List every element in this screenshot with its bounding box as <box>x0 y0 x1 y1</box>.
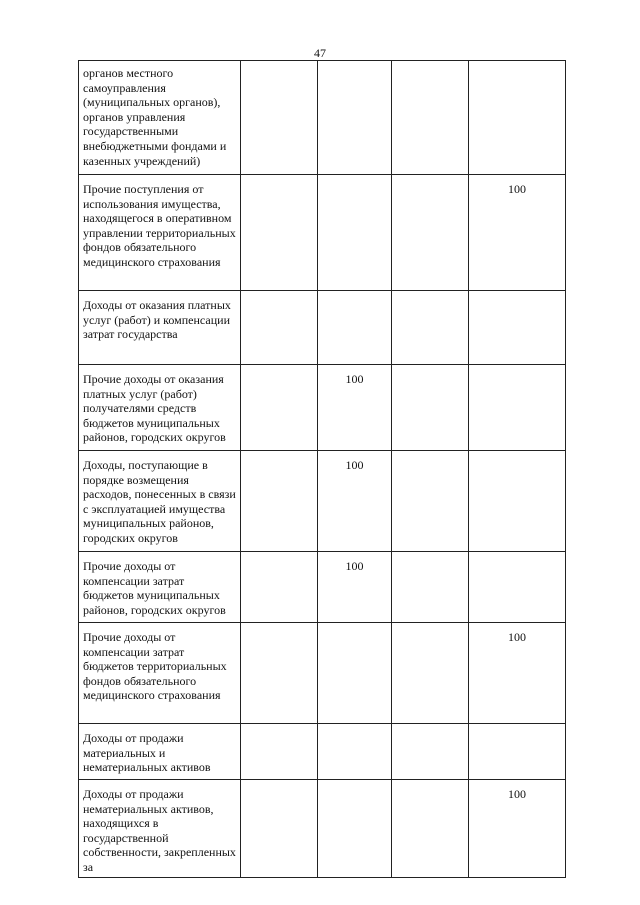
table-row <box>79 451 566 552</box>
revenue-label: Доходы от оказания платных услуг (работ) и компенсации затрат государства <box>79 291 241 365</box>
value-cell: 100 <box>469 780 566 878</box>
value-cell: 100 <box>318 552 392 623</box>
value-cell <box>392 291 469 365</box>
value-cell <box>241 724 318 780</box>
value-cell <box>392 724 469 780</box>
value-cell <box>318 724 392 780</box>
table-row <box>79 552 566 623</box>
table-row <box>79 724 566 780</box>
value-cell: 100 <box>469 175 566 291</box>
value-cell <box>241 780 318 878</box>
value-cell <box>318 175 392 291</box>
table-row <box>79 365 566 451</box>
value-cell <box>469 365 566 451</box>
value-cell <box>241 175 318 291</box>
page-number: 47 <box>314 46 326 60</box>
table-row <box>79 291 566 365</box>
value-cell <box>241 365 318 451</box>
value-cell <box>392 175 469 291</box>
table-row <box>79 780 566 878</box>
value-cell <box>241 623 318 724</box>
value-cell <box>241 552 318 623</box>
table-row <box>79 61 566 175</box>
value-cell <box>392 451 469 552</box>
value-cell <box>241 291 318 365</box>
table-row <box>79 175 566 291</box>
revenue-label: Прочие доходы от компенсации затрат бюджетов территориальных фондов обязательного медицинского страхования <box>79 623 241 724</box>
value-cell: 100 <box>318 451 392 552</box>
revenue-label: Прочие доходы от компенсации затрат бюджетов муниципальных районов, городских округов <box>79 552 241 623</box>
value-cell <box>318 623 392 724</box>
value-cell <box>392 365 469 451</box>
value-cell <box>469 724 566 780</box>
revenue-label: Доходы от продажи материальных и нематериальных активов <box>79 724 241 780</box>
value-cell <box>318 780 392 878</box>
value-cell: 100 <box>318 365 392 451</box>
revenue-distribution-table <box>78 60 566 878</box>
revenue-label: Прочие поступления от использования имущества, находящегося в оперативном управлении территориальных фондов обязательного медицинского страхования <box>79 175 241 291</box>
value-cell <box>469 61 566 175</box>
value-cell <box>469 451 566 552</box>
value-cell <box>469 291 566 365</box>
value-cell <box>392 780 469 878</box>
value-cell <box>241 451 318 552</box>
value-cell <box>318 61 392 175</box>
revenue-label: Доходы от продажи нематериальных активов, находящихся в государственной собственности, закрепленных за <box>79 780 241 878</box>
revenue-label: Прочие доходы от оказания платных услуг (работ) получателями средств бюджетов муниципальных районов, городских округов <box>79 365 241 451</box>
table-row <box>79 623 566 724</box>
revenue-label: Доходы, поступающие в порядке возмещения расходов, понесенных в связи с эксплуатацией имущества муниципальных районов, городских округов <box>79 451 241 552</box>
value-cell <box>469 552 566 623</box>
value-cell <box>392 623 469 724</box>
value-cell <box>241 61 318 175</box>
revenue-label: органов местного самоуправления (муниципальных органов), органов управления государственными внебюджетными фондами и казенных учреждений) <box>79 61 241 175</box>
value-cell <box>392 61 469 175</box>
value-cell <box>392 552 469 623</box>
value-cell: 100 <box>469 623 566 724</box>
value-cell <box>318 291 392 365</box>
